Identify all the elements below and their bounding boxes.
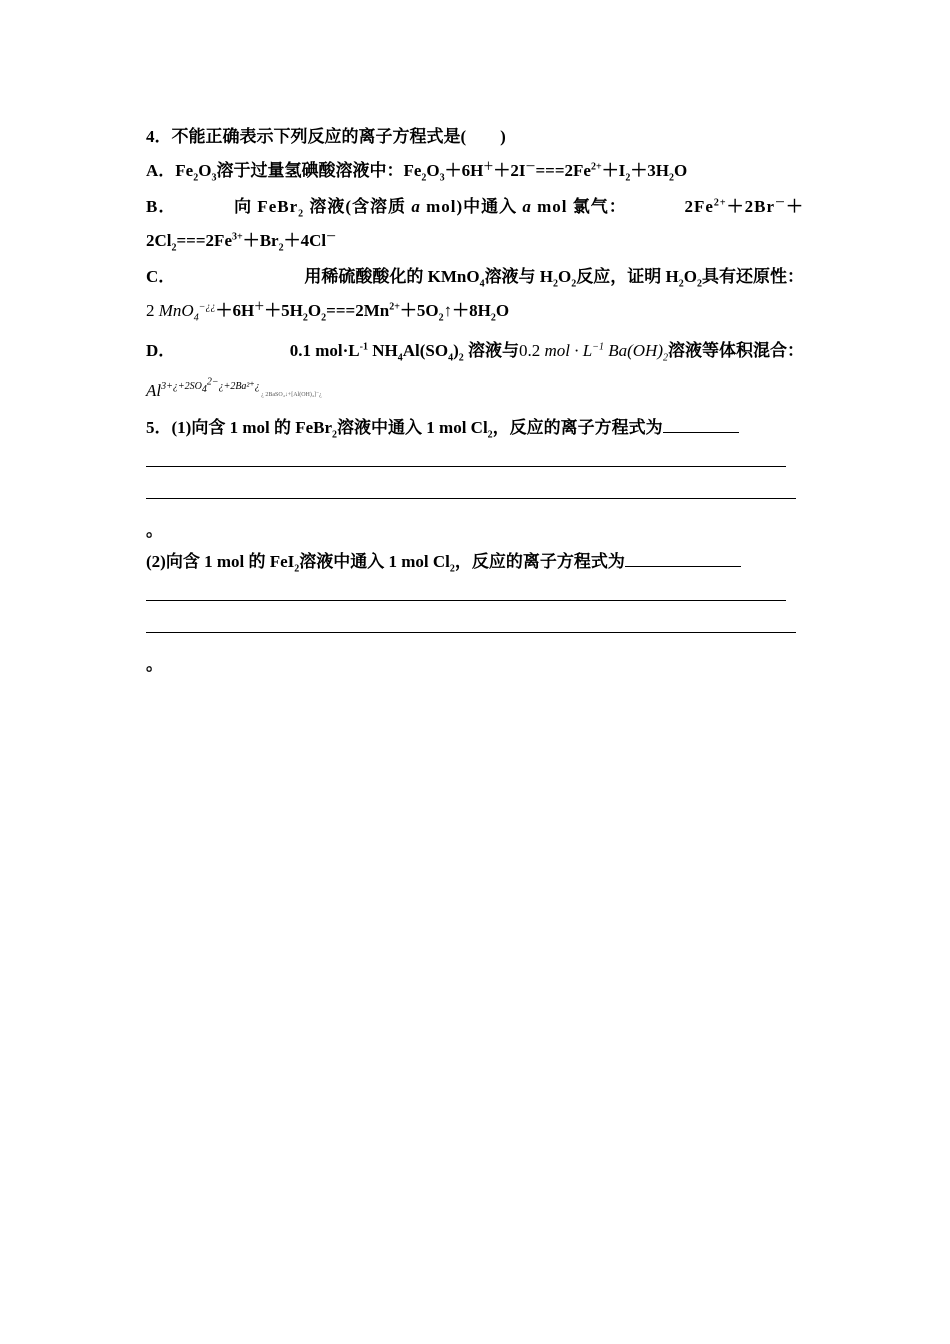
option-d-text: 0.1 $mol\cdot L^{-1}$ $NH_4Al(SO_4)_2$ 溶液与0.2 mol · $L^{-1}$ $Ba(OH)_2$溶液等体积混合： — [289, 341, 804, 364]
end-mark: 。 — [146, 655, 163, 674]
answer-line[interactable] — [146, 600, 786, 601]
option-a: A．$Fe_2O_3$溶于过量氢碘酸溶液中：$Fe_2O_3+6H^++2I^-===2Fe^{2+}+I_2+3H_2O$ — [146, 161, 688, 184]
barium-hydroxide-formula: 0.2 mol · $L^{-1}$ $Ba(OH)_2$ — [519, 341, 668, 364]
end-mark: 。 — [146, 521, 163, 540]
option-d-line-2 — [146, 377, 322, 406]
answer-blank[interactable] — [663, 416, 739, 433]
permanganate-formula: 2 MnO$_4$−¿¿ — [146, 301, 216, 324]
option-c-text: 用稀硫酸酸化的 KMnO$_4$溶液与 $H_2O_2$反应，证明 $H_2O_2$具有还原性： — [304, 267, 804, 290]
option-b-line-1: B． 向 FeBr$_2$ 溶液(含溶质 a mol)中通入 a mol 氯气： $2Fe^{2+}+2Br^-+$ — [146, 197, 804, 220]
option-b-line-2: $2Cl_2===2Fe^{3+}+Br_2+4Cl^-$ — [146, 231, 337, 254]
question-5-part-2: (2)向含 1 mol 的 FeI$_2$溶液中通入 1 mol $Cl_2$，反应的离子方程式为 — [146, 550, 741, 573]
question-4-stem: 4．不能正确表示下列反应的离子方程式是( ) — [146, 127, 506, 146]
option-c-line-2: 2 $MnO_4^{-¿¿}+6H^++5H_2O_2===2Mn^{2+}+5O_2↑+8H_2O$ — [146, 301, 510, 324]
question-5-part-1: 5．(1)向含 1 mol 的 FeBr$_2$溶液中通入 1 mol $Cl_2$，反应的离子方程式为 — [146, 416, 739, 439]
option-d-line-1: D． 0.1 $mol\cdot L^{-1}$ $NH_4Al(SO_4)_2$ 溶液与0.2 mol · $L^{-1}$ $Ba(OH)_2$溶液等体积混合： — [146, 341, 804, 364]
answer-blank[interactable] — [625, 550, 741, 567]
aluminum-ion-formula: $Al^{3+¿+2SO_4^{2-}¿+2Ba^{2+}¿}$ — [146, 377, 260, 400]
answer-line[interactable] — [146, 632, 796, 633]
option-b-equation-start: $2Fe^{2+}+2Br^-+$ — [684, 197, 804, 216]
garbled-equation: ¿ 2BaSO₄↓+[Al(OH)₄]⁻¿ — [259, 392, 322, 398]
option-b-text: 向 FeBr$_2$ 溶液(含溶质 a mol)中通入 a mol 氯气： — [234, 197, 627, 220]
answer-line[interactable] — [146, 498, 796, 499]
option-c-line-1: C． 用稀硫酸酸化的 KMnO$_4$溶液与 $H_2O_2$反应，证明 $H_2O_2$具有还原性： — [146, 267, 804, 290]
answer-line[interactable] — [146, 466, 786, 467]
